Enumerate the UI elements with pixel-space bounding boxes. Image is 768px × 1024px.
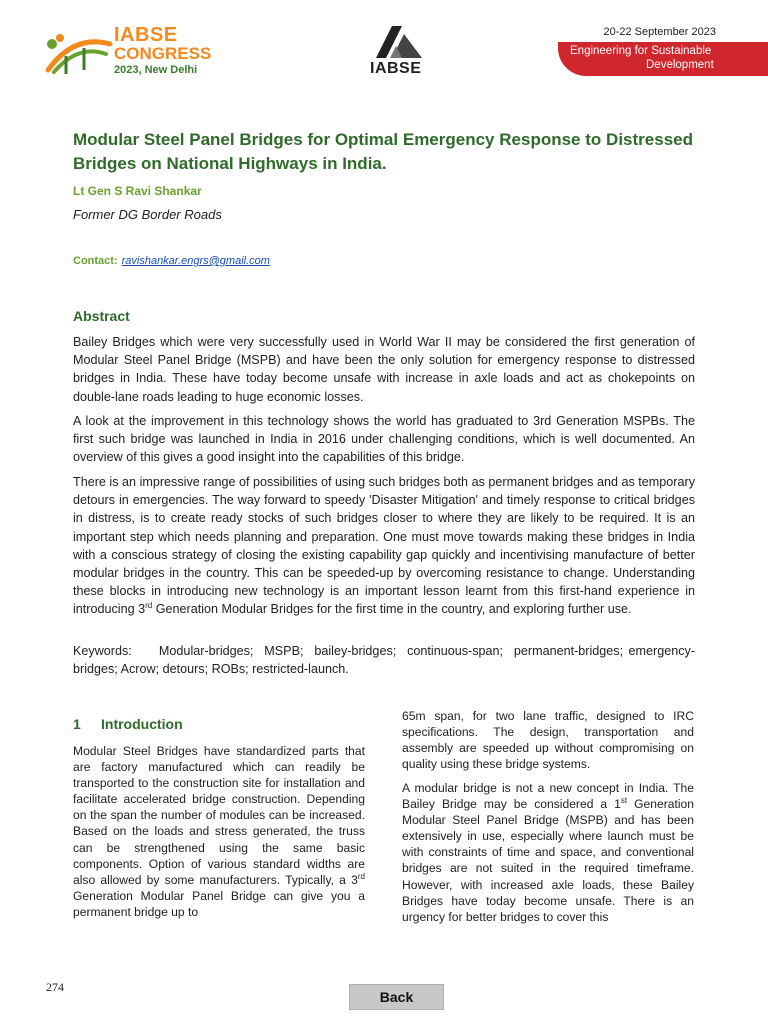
abstract-heading: Abstract — [73, 308, 130, 324]
theme-line1: Engineering for Sustainable — [570, 45, 712, 57]
conference-date: 20-22 September 2023 — [603, 26, 716, 38]
section-title: Introduction — [101, 716, 183, 732]
congress-location: 2023, New Delhi — [114, 64, 198, 76]
contact-email-link[interactable]: ravishankar.engrs@gmail.com — [121, 255, 270, 267]
abstract-paragraph-3-text-a: There is an impressive range of possibilities of using such bridges both as permanent bridges and as temporary detours in emergencies. The way forward to speedy 'Disaster Mitigation' and timely response to critical bridges in distress, is to create ready stocks of such bridges closer to where they are likely to be required. It is an important step which needs planning and preparation. One must move towards making these bridges in India with a conscious strategy of closing the existing capability gap quickly and incentivising manufacture of better modular bridges in the country. This can be speeded-up by overcoming resistance to change. Understanding these blocks in introducing new technology is an important lesson learnt from this first-hand experience in introducing 3 — [73, 475, 695, 617]
contact-line — [73, 255, 270, 267]
abstract-paragraph-1: Bailey Bridges which were very successfully used in World War II may be considered the first generation of Modular Steel Panel Bridge (MSPB) and have been the only solution for emergency response to distressed bridges in India. These have today become unsafe with increase in axle loads and act as chokepoints on double-lane roads leading to huge economic losses. — [73, 335, 695, 404]
abstract-paragraph-2: A look at the improvement in this technology shows the world has graduated to 3rd Generation MSPBs. The first such bridge was launched in India in 2016 under challenging conditions, which is well documented. An overview of this gives a good insight into the capabilities of this bridge. — [73, 414, 695, 465]
iabse-logo-text: IABSE — [370, 60, 422, 77]
theme-line2: Development — [646, 59, 714, 71]
keywords: Keywords: Modular-bridges; MSPB; bailey-bridges; continuous-span; permanent-bridges; emergency-bridges; Acrow; detours; ROBs; restricted-launch. — [73, 644, 695, 677]
iabse-logo — [368, 24, 430, 80]
congress-name-line1: IABSE — [114, 24, 178, 46]
ordinal-superscript: rd — [145, 601, 153, 611]
congress-name-line2: CONGRESS — [114, 44, 212, 63]
paper-title: Modular Steel Panel Bridges for Optimal Emergency Response to Distressed Bridges on National Highways in India. — [73, 130, 693, 173]
intro-paragraph-1-text-a: Modular Steel Bridges have standardized parts that are factory manufactured which can readily be transported to the construction site for installation and facilitate accelerated bridge construction. Depending on the span the number of modules can be increased. Based on the loads and stress generated, the truss can be strengthened using the same basic components. Option of various standard widths are also allowed by some manufacturers. Typically, a 3 — [73, 744, 365, 887]
intro-paragraph-1-text-b: Generation Modular Panel Bridge can give you a permanent bridge up to — [73, 888, 365, 919]
intro-paragraph-3 — [402, 780, 694, 925]
ordinal-superscript: st — [620, 796, 628, 806]
intro-paragraph-3-text-a: A modular bridge is not a new concept in India. The Bailey Bridge may be considered a 1 — [402, 781, 694, 812]
ordinal-superscript: rd — [357, 871, 365, 881]
congress-bridge-logo-icon — [44, 30, 114, 76]
iabse-triangle-icon — [372, 24, 426, 60]
author-name: Lt Gen S Ravi Shankar — [73, 184, 202, 198]
intro-paragraph-1 — [73, 743, 365, 920]
intro-paragraph-3-text-b: Generation Modular Steel Panel Bridge (MSPB) and has been extensively in use, especially where launch must be with constraints of time and space, and conventional bridges are not suited in the required timeframe. However, with increased axle loads, these Bailey Bridges have today become unsafe. There is an urgency for better bridges to cover this — [402, 797, 694, 924]
intro-paragraph-2: 65m span, for two lane traffic, designed to IRC specifications. The design, transportation and assembly are speeded up without compromising on quality using these bridge systems. — [402, 709, 694, 772]
contact-label: Contact: — [73, 255, 118, 267]
page-number: 274 — [46, 980, 64, 994]
author-affiliation: Former DG Border Roads — [73, 207, 222, 222]
back-button[interactable]: Back — [349, 984, 444, 1010]
section-number: 1 — [73, 716, 81, 732]
theme-banner — [558, 42, 768, 76]
section-heading-introduction — [73, 716, 183, 732]
abstract-paragraph-3-text-b: Generation Modular Bridges for the first time in the country, and exploring further use. — [152, 602, 632, 617]
iabse-congress-logo — [44, 24, 212, 80]
abstract-paragraph-3 — [73, 473, 695, 619]
